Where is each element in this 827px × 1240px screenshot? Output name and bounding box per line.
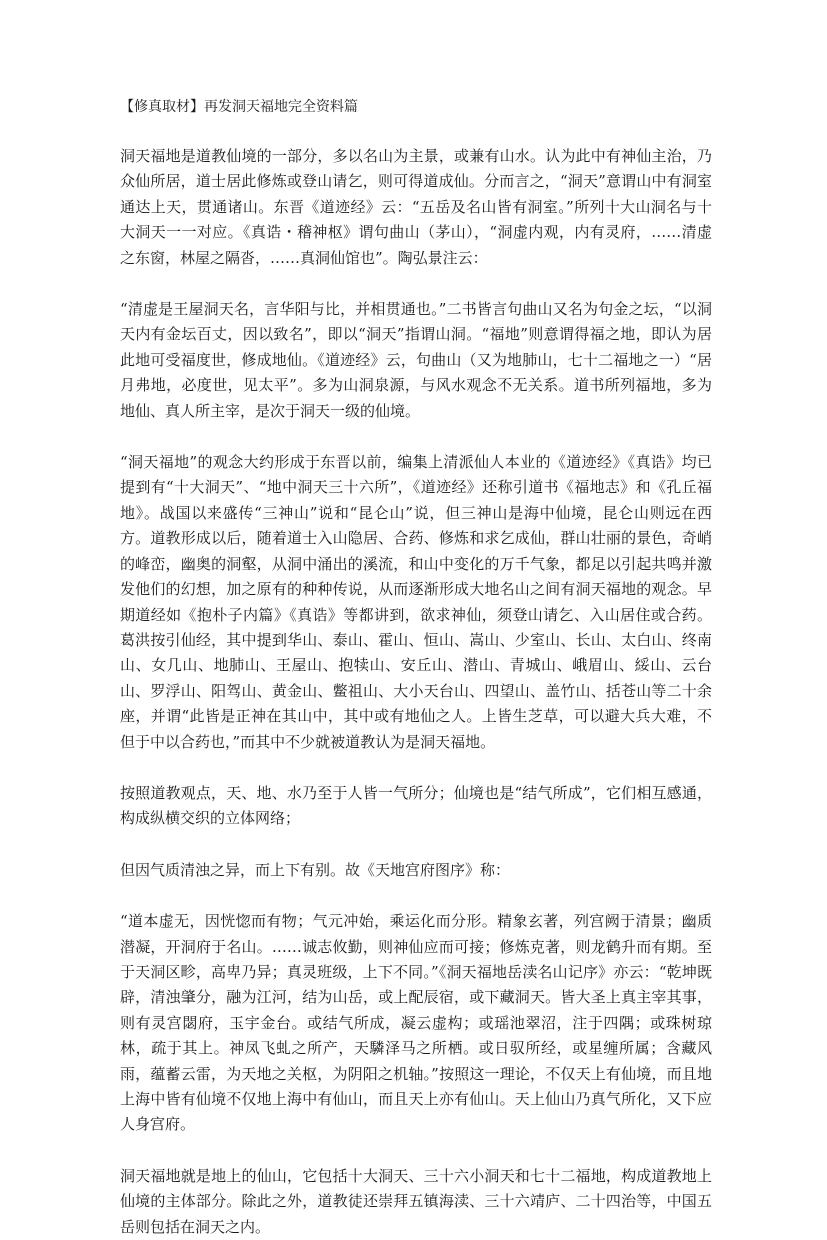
paragraph-6: “道本虚无，因恍惚而有物；气元冲始，乘运化而分形。精象玄著，列宫阙于清景；幽质潜凝，开洞府于名山。……诚志攸勤，则神仙应而可接；修炼克著，则龙鹤升而有期。至于天洞区畛，高卑乃异；真灵班级，上下不同。”《洞天福地岳渎名山记序》亦云：“乾坤既辟，清浊肇分，融为江河，结为山岳，或上配辰宿，或下藏洞天。皆大圣上真主宰其事，则有灵宫閟府，玉宇金台。或结气所成，凝云虚构；或瑶池翠沼，注于四隅；或珠树琼林，疏于其上。神凤飞虬之所产，天驎泽马之所栖。或日驭所经，或星缠所属；含藏风雨，蕴蓄云雷，为天地之关枢，为阴阳之机轴。”按照这一理论，不仅天上有仙境，而且地上海中皆有仙境不仅地上海中有仙山，而且天上亦有仙山。天上仙山乃真气所化，又下应人身宫府。: [120, 912, 712, 1134]
paragraph-5: 但因气质清浊之异，而上下有别。故《天地宫府图序》称：: [120, 860, 511, 879]
paragraph-2: “清虚是王屋洞天名，言华阳与比，并相贯通也。”二书皆言句曲山又名为句金之坛，“以洞天内有金坛百丈，因以致名”，即以“洞天”指谓山洞。“福地”则意谓得福之地，即认为居此地可受福度世，修成地仙。《道迹经》云，句曲山（又为地肺山，七十二福地之一）“居月弗地，必度世，见太平”。多为山洞泉源，与风水观念不无关系。道书所列福地，多为地仙、真人所主宰，是次于洞天一级的仙境。: [120, 300, 712, 420]
document-title: 【修真取材】再发洞天福地完全资料篇: [120, 99, 358, 115]
paragraph-3: “洞天福地”的观念大约形成于东晋以前，编集上清派仙人本业的《道迹经》《真诰》均已提到有“十大洞天”、“地中洞天三十六所”，《道迹经》还称引道书《福地志》和《孔丘福地》。战国以来盛传“三神山”说和“昆仑山”说，但三神山是海中仙境，昆仑山则远在西方。道教形成以后，随着道士入山隐居、合药、修炼和求乞成仙，群山壮丽的景色，奇峭的峰峦，幽奥的洞壑，从洞中涌出的溪流，和山中变化的万千气象，都足以引起共鸣并激发他们的幻想，加之原有的种种传说，从而逐渐形成大地名山之间有洞天福地的观念。早期道经如《抱朴子内篇》《真诰》等都讲到，欲求神仙，须登山请乞、入山居住或合药。葛洪按引仙经，其中提到华山、泰山、霍山、恒山、嵩山、少室山、长山、太白山、终南山、女几山、地肺山、王屋山、抱犊山、安丘山、潜山、青城山、峨眉山、綏山、云台山、罗浮山、阳驾山、黄金山、鳖祖山、大小天台山、四望山、盖竹山、括苍山等二十余座，并谓“此皆是正神在其山中，其中或有地仙之人。上皆生芝草，可以避大兵大难，不但于中以合药也，”而其中不少就被道教认为是洞天福地。: [120, 453, 712, 751]
paragraph-7: 洞天福地就是地上的仙山，它包括十大洞天、三十六小洞天和七十二福地，构成道教地上仙境的主体部分。除此之外，道教徒还崇拜五镇海渎、三十六靖庐、二十四治等，中国五岳则包括在洞天之内。: [120, 1166, 712, 1236]
document-page: [120, 96, 712, 1240]
paragraph-1: 洞天福地是道教仙境的一部分，多以名山为主景，或兼有山水。认为此中有神仙主治，乃众仙所居，道士居此修炼或登山请乞，则可得道成仙。分而言之，“洞天”意谓山中有洞室通达上天，贯通诸山。东晋《道迹经》云：“五岳及名山皆有洞室。”所列十大山洞名与十大洞天一一对应。《真诰・稽神枢》谓句曲山（茅山），“洞虚内观，内有灵府，……清虚之东窗，林屋之隔沓，……真洞仙馆也”。陶弘景注云：: [120, 147, 712, 267]
paragraph-4: 按照道教观点，天、地、水乃至于人皆一气所分；仙境也是“结气所成”，它们相互感通，构成纵横交织的立体网络；: [120, 783, 712, 828]
